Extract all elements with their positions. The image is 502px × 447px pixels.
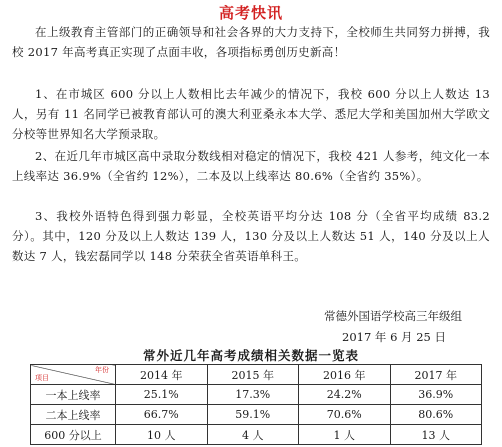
intro-paragraph: 在上级教育主管部门的正确领导和社会各界的大力支持下，全校师生共同努力拼搏，我校 2017 年高考真正实现了点面丰收，各项指标勇创历史新高！ [12,25,490,59]
page-title: 高考快讯 [218,4,283,22]
table-cell: 1 人 [299,425,391,445]
year-header: 2015 年 [207,365,299,385]
table-title: 常外近几年高考成绩相关数据一览表 [142,348,359,363]
table-cell: 24.2% [299,385,391,405]
table-cell: 17.3% [207,385,299,405]
corner-label-year: 年份 [95,366,109,374]
table-cell: 66.7% [116,405,208,425]
table-header-row [31,365,482,385]
table-cell: 36.9% [390,385,482,405]
year-header: 2016 年 [299,365,391,385]
table-cell: 70.6% [299,405,391,425]
table-cell: 80.6% [390,405,482,425]
table-cell: 10 人 [116,425,208,445]
table-cell: 4 人 [207,425,299,445]
year-header: 2014 年 [116,365,208,385]
results-table [30,364,482,445]
table-cell: 25.1% [116,385,208,405]
paragraph-pass-rate: 2、在近几年市城区高中录取分数线相对稳定的情况下，我校 421 人参考，纯文化一本上线率达 36.9%（全省约 12%），二本及以上线率达 80.6%（全省约 35%）。 [12,149,490,183]
table-corner-cell [31,365,116,385]
paragraph-english: 3、我校外语特色得到强力彰显，全校英语平均分达 108 分（全省平均成绩 83.2 分）。其中，120 分及以上人数达 139 人，130 分及以上人数达 51 人，140 分及以上人数达 7 人，钱宏磊同学以 148 分荣获全省英语单科王。 [12,209,490,263]
paragraph-600-score: 1、在市城区 600 分以上人数相比去年减少的情况下，我校 600 分以上人数达 13 人，另有 11 名同学已被教育部认可的澳大利亚桑永本大学、悉尼大学和美国加州大学欧文分校等世界知名大学预录取。 [12,87,490,141]
row-label: 600 分以上 [31,425,116,445]
signature-date: 2017 年 6 月 25 日 [342,330,446,344]
table-cell: 13 人 [390,425,482,445]
table-row [31,385,482,405]
corner-label-item: 项目 [35,374,49,382]
signature-org: 常德外国语学校高三年级组 [324,309,462,323]
table-cell: 59.1% [207,405,299,425]
year-header: 2017 年 [390,365,482,385]
row-label: 二本上线率 [31,405,116,425]
table-row [31,425,482,445]
row-label: 一本上线率 [31,385,116,405]
table-row [31,405,482,425]
